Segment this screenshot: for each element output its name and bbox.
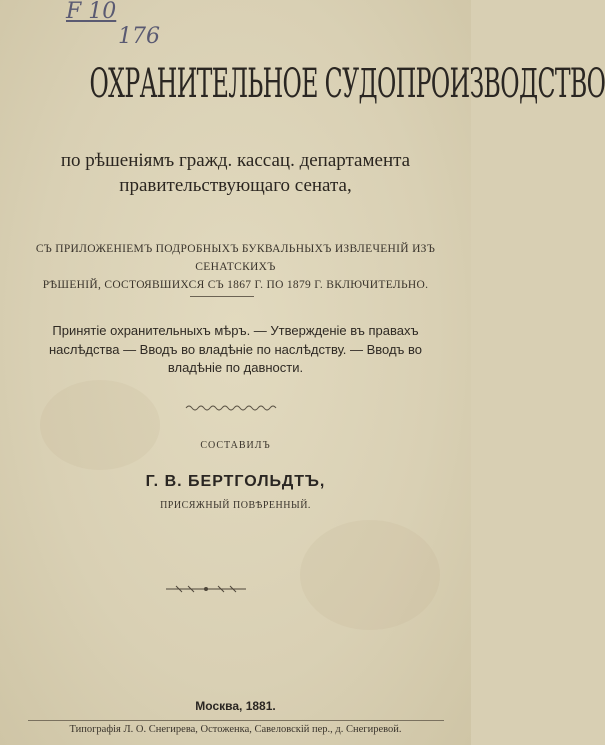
author-role: ПРИСЯЖНЫЙ ПОВѢРЕННЫЙ.	[160, 500, 311, 511]
divider-rule	[190, 296, 254, 297]
shelfmark-top: F 10	[66, 0, 117, 24]
imprint: Москва, 1881.	[195, 699, 276, 713]
topics-line-2: наслѣдства — Вводъ во владѣніе по наслѣдству. — Вводъ во	[48, 341, 423, 357]
subtitle-line-2: правительствующаго сената,	[119, 175, 352, 196]
topics-list	[12, 322, 459, 378]
subtitle-line-1: по рѣшеніямъ гражд. кассац. департамента	[60, 150, 411, 171]
appendix-line-1: СЪ ПРИЛОЖЕНІЕМЪ ПОДРОБНЫХЪ БУКВАЛЬНЫХЪ ИЗВЛЕЧЕНІЙ ИЗЪ СЕНАТСКИХЪ	[35, 243, 436, 273]
ornament-divider	[166, 584, 246, 594]
topics-line-3: владѣніе по давности.	[167, 360, 304, 375]
wavy-divider	[186, 404, 276, 412]
paper-stain	[40, 380, 160, 470]
author-name: Г. В. БЕРТГОЛЬДТЪ,	[145, 473, 326, 490]
topics-line-1: Принятіе охранительныхъ мѣръ. — Утвержденіе въ правахъ	[52, 323, 419, 338]
footer-rule	[28, 720, 444, 721]
handwritten-shelfmark	[66, 0, 160, 49]
printer-line: Типографія Л. О. Снегирева, Остоженка, Савеловскій пер., д. Снегиревой.	[69, 724, 402, 735]
paper-stain	[300, 520, 440, 630]
subtitle	[0, 148, 471, 198]
appendix-note	[24, 240, 447, 294]
compiled-by-label: СОСТАВИЛЪ	[200, 440, 271, 451]
shelfmark-bottom: 176	[118, 24, 160, 49]
book-title: ОХРАНИТЕЛЬНОЕ СУДОПРОИЗВОДСТВО	[89, 60, 605, 107]
appendix-line-2: РѢШЕНІЙ, СОСТОЯВШИХСЯ СЪ 1867 Г. ПО 1879 Г. ВКЛЮЧИТЕЛЬНО.	[42, 279, 429, 291]
